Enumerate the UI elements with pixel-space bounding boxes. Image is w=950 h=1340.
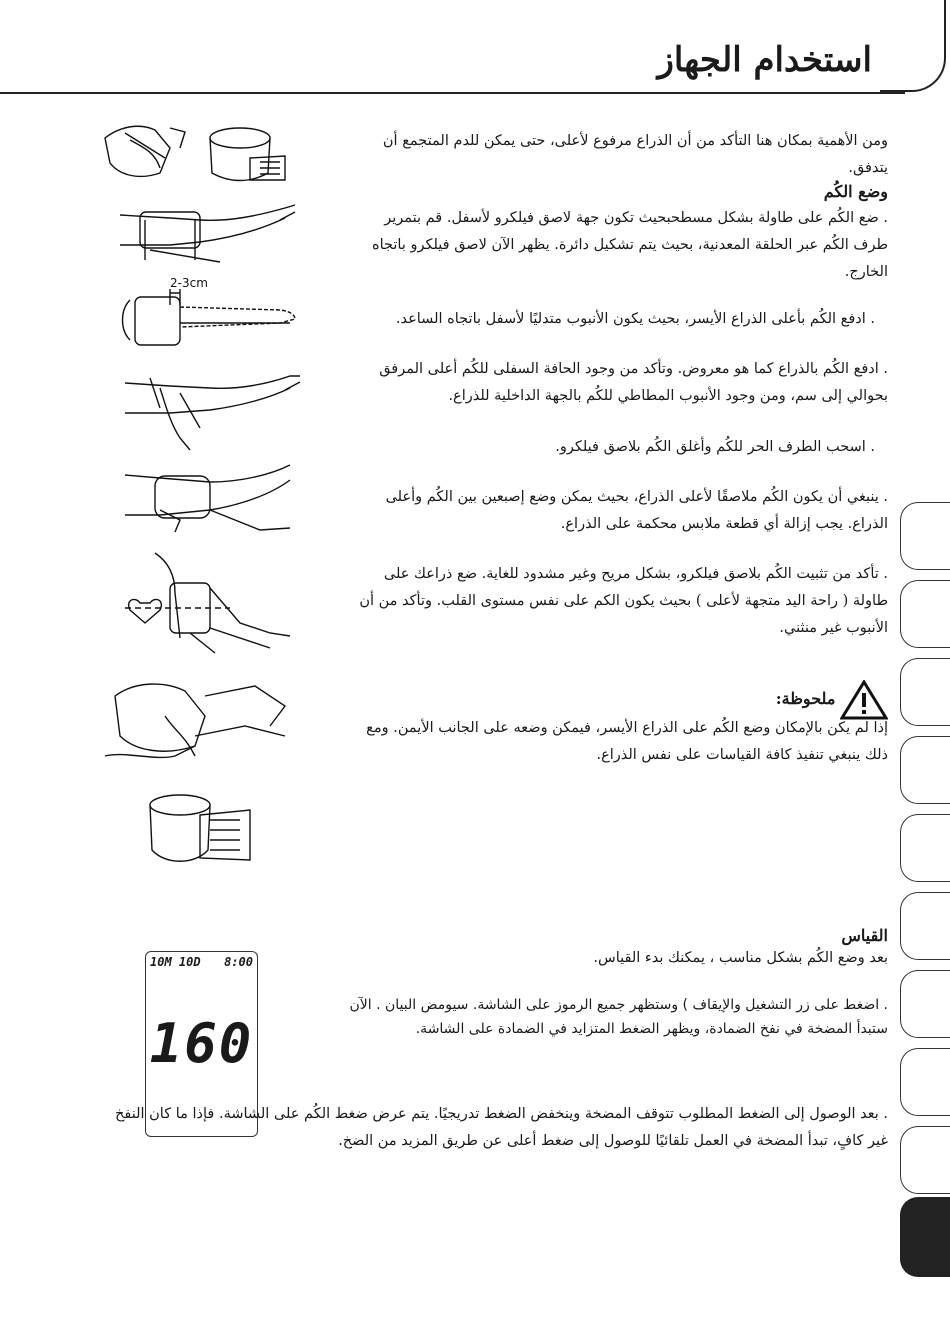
lcd-top-row (150, 955, 253, 969)
note-text: إذا لم يكن بالإمكان وضع الكُم على الذراع الأيسر، فيمكن وضعه على الجانب الأيمن. ومع ذلك ينبغي تنفيذ كافة القياسات على نفس الذراع. (366, 720, 888, 763)
cuff-step-5: . ينبغي أن يكون الكُم ملاصقًا لأعلى الذراع، بحيث يمكن وضع إصبعين بين الكُم وأعلى الذراع. يجب إزالة أي قطعة ملابس محكمة على الذراع. (385, 489, 888, 532)
measure-step-2: . بعد الوصول إلى الضغط المطلوب تتوقف المضخة وينخفض الضغط تدريجيًا. يتم عرض ضغط الكُم على الشاشة. فإذا ما كان النفخ غير كافٍ، تبدأ المضخة في العمل تلقائيًا للوصول إلى ضغط أعلى عن طريق المزيد من الضخ. (115, 1106, 888, 1149)
cuff-on-arm-illustration (100, 118, 300, 198)
spacing-label: 2-3cm (170, 276, 208, 290)
cuff-step-4: . اسحب الطرف الحر للكُم وأغلق الكُم بلاصق فيلكرو. (555, 439, 875, 455)
cuff-step-6: . تأكد من تثبيت الكُم بلاصق فيلكرو، بشكل مريح وغير مشدود للغاية. ضع ذراعك على طاولة ( راحة اليد متجهة لأعلى ) بحيث يكون الكم على نفس مستوى القلب. وتأكد من أن الأنبوب غير منثني. (359, 566, 888, 636)
measure-heading: القياس (841, 926, 888, 945)
chapter-tab-6[interactable] (900, 892, 950, 960)
cuff-step-1: . ضع الكُم على طاولة بشكل مسطحبحيث تكون جهة لاصق فيلكرو لأسفل. قم بتمرير طرف الكُم عبر الحلقة المعدنية، بحيث يتم تشكيل دائرة. يظهر الآن لاصق فيلكرو باتجاه الخارج. (372, 210, 888, 280)
lcd-time: 8:00 (224, 955, 253, 969)
lcd-pressure-value: 160 (149, 1012, 254, 1075)
header-rule (0, 92, 905, 94)
chapter-tab-1[interactable] (900, 502, 950, 570)
heart-level-illustration (120, 548, 310, 668)
chapter-tab-active[interactable] (900, 1197, 950, 1277)
warning-icon (840, 680, 888, 720)
arm-with-cuff-illustration (120, 368, 310, 453)
measure-intro: بعد وضع الكُم بشكل مناسب ، يمكنك بدء القياس. (593, 950, 888, 966)
cuff-tight-illustration (120, 460, 310, 540)
arm-extended-illustration (110, 200, 310, 270)
chapter-tab-8[interactable] (900, 1048, 950, 1116)
lcd-display (145, 951, 258, 1137)
chapter-tab-3[interactable] (900, 658, 950, 726)
intro-paragraph: ومن الأهمية بمكان هنا التأكد من أن الذراع مرفوع لأعلى، حتى يمكن للدم المتجمع أن يتدفق. (382, 133, 888, 176)
chapter-tab-5[interactable] (900, 814, 950, 882)
chapter-tab-7[interactable] (900, 970, 950, 1038)
note-label: ملحوظة: (775, 689, 836, 708)
note-heading (358, 680, 888, 720)
lcd-date: 10M 10D (150, 955, 201, 969)
cuff-step-3: . ادفع الكُم بالذراع كما هو معروض. وتأكد من وجود الحافة السفلى للكُم أعلى المرفق بحوالي إلى سم، ومن وجود الأنبوب المطاطي للكُم بالجهة الداخلية للذراع. (379, 361, 888, 404)
page-title: استخدام الجهاز (657, 40, 872, 80)
cuff-heading: وضع الكُم (823, 182, 888, 201)
cuff-step-2: . ادفع الكُم بأعلى الذراع الأيسر، بحيث يكون الأنبوب متدليًا لأسفل باتجاه الساعد. (395, 311, 875, 327)
chapter-tab-9[interactable] (900, 1126, 950, 1194)
measure-step-1: . اضغط على زر التشغيل والإيقاف ) وستظهر جميع الرموز على الشاشة. سيومض البيان . الآن ستبدأ المضخة في نفخ الضمادة، ويظهر الضغط المتزايد في الضمادة على الشاشة. (349, 997, 888, 1037)
chapter-tab-2[interactable] (900, 580, 950, 648)
cuff-spacing-illustration (120, 275, 310, 355)
chapter-tab-4[interactable] (900, 736, 950, 804)
cuff-right-arm-illustration (95, 676, 295, 776)
cuff-loop-illustration (140, 790, 280, 870)
header-frame (880, 0, 946, 92)
